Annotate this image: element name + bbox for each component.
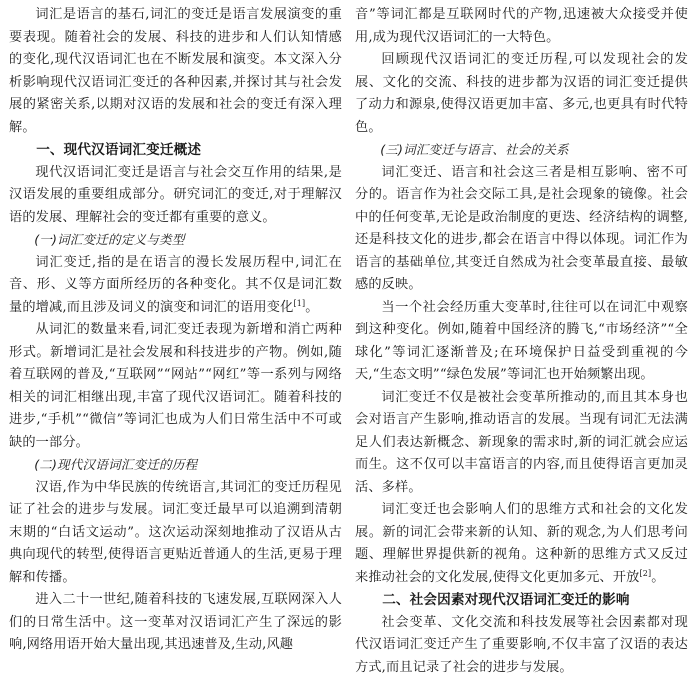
twenty-first-century-paragraph: 进入二十一世纪,随着科技的飞速发展,互联网深入人们的日常生活中。这一变革对汉语词汇产生了深远的影响,网络用语开始大量出现,其迅速普及,生动,风趣 <box>9 589 342 657</box>
culture-text: 词汇变迁也会影响人们的思维方式和社会的文化发展。新的词汇会带来新的认知、新的观念,为人们思考问题、理解世界提供新的视角。这种新的思维方式又反过来推动社会的文化发展,使得文化更加多元、开放 <box>355 502 688 585</box>
count-paragraph: 从词汇的数量来看,词汇变迁表现为新增和消亡两种形式。新增词汇是社会发展和科技进步的产物。例如,随着互联网的普及,“互联网”“网站”“网红”等一系列与网络相关的词汇相继出现,丰富了现代汉语词汇。随着科技的进步,“手机”“微信”等词汇也成为人们日常生活中不可或缺的一部分。 <box>9 319 342 454</box>
subheading-history: (二)现代汉语词汇变迁的历程 <box>9 454 342 477</box>
continued-paragraph: 音”等词汇都是互联网时代的产物,迅速被大众接受并使用,成为现代汉语词汇的一大特色。 <box>355 4 688 49</box>
overview-paragraph: 现代汉语词汇变迁是语言与社会交互作用的结果,是汉语发展的重要组成部分。研究词汇的变迁,对于理解汉语的发展、理解社会的变迁都有重要的意义。 <box>9 162 342 230</box>
promote-paragraph: 词汇变迁不仅是被社会变革所推动的,而且其本身也会对语言产生影响,推动语言的发展。当现有词汇无法满足人们表达新概念、新现象的需求时,新的词汇就会应运而生。这不仅可以丰富语言的内容,而且使得语言更加灵活、多样。 <box>355 387 688 500</box>
culture-paragraph <box>355 499 688 589</box>
review-paragraph: 回顾现代汉语词汇的变迁历程,可以发现社会的发展、文化的交流、科技的进步都为汉语的词汇变迁提供了动力和源泉,使得汉语更加丰富、多元,也更具有时代特色。 <box>355 49 688 139</box>
culture-end: 。 <box>651 570 664 585</box>
intro-paragraph: 词汇是语言的基石,词汇的变迁是语言发展演变的重要表现。随着社会的发展、科技的进步和人们认知情感的变化,现代汉语词汇也在不断发展和演变。本文深入分析影响现代汉语词汇变迁的各种因素,并探讨其与社会发展的紧密关系,以期对汉语的发展和社会的变迁有深入理解。 <box>9 4 342 139</box>
subheading-definition: (一)词汇变迁的定义与类型 <box>9 229 342 252</box>
left-column <box>9 4 342 657</box>
social-factors-paragraph: 社会变革、文化交流和科技发展等社会因素都对现代汉语词汇变迁产生了重要影响,不仅丰富了汉语的表达方式,而且记录了社会的进步与发展。 <box>355 612 688 679</box>
subheading-relation: (三)词汇变迁与语言、社会的关系 <box>355 139 688 162</box>
section-heading-overview: 一、现代汉语词汇变迁概述 <box>9 139 342 162</box>
citation-1: [1] <box>293 299 305 308</box>
social-change-paragraph: 当一个社会经历重大变革时,往往可以在词汇中观察到这种变化。例如,随着中国经济的腾飞,“市场经济”“全球化”等词汇逐渐普及;在环境保护日益受到重视的今天,“生态文明”“绿色发展”等词汇也开始频繁出现。 <box>355 297 688 387</box>
right-column <box>355 4 688 679</box>
definition-end: 。 <box>305 300 318 315</box>
definition-text: 词汇变迁,指的是在语言的漫长发展历程中,词汇在音、形、义等方面所经历的各种变化。其不仅是词汇数量的增减,而且涉及词义的演变和词汇的语用变化 <box>9 255 342 315</box>
history-paragraph: 汉语,作为中华民族的传统语言,其词汇的变迁历程见证了社会的进步与发展。词汇变迁最早可以追溯到清朝末期的“白话文运动”。这次运动深刻地推动了汉语从古典向现代的转型,使得语言更贴近普通人的生活,更易于理解和传播。 <box>9 477 342 590</box>
section-heading-social-factors: 二、社会因素对现代汉语词汇变迁的影响 <box>355 589 688 612</box>
definition-paragraph <box>9 252 342 320</box>
relation-paragraph: 词汇变迁、语言和社会这三者是相互影响、密不可分的。语言作为社会交际工具,是社会现象的镜像。社会中的任何变革,无论是政治制度的更迭、经济结构的调整,还是科技文化的进步,都会在语言中得以体现。词汇作为语言的基础单位,其变迁自然成为社会变革最直接、最敏感的反映。 <box>355 162 688 297</box>
citation-2: [2] <box>639 569 651 578</box>
